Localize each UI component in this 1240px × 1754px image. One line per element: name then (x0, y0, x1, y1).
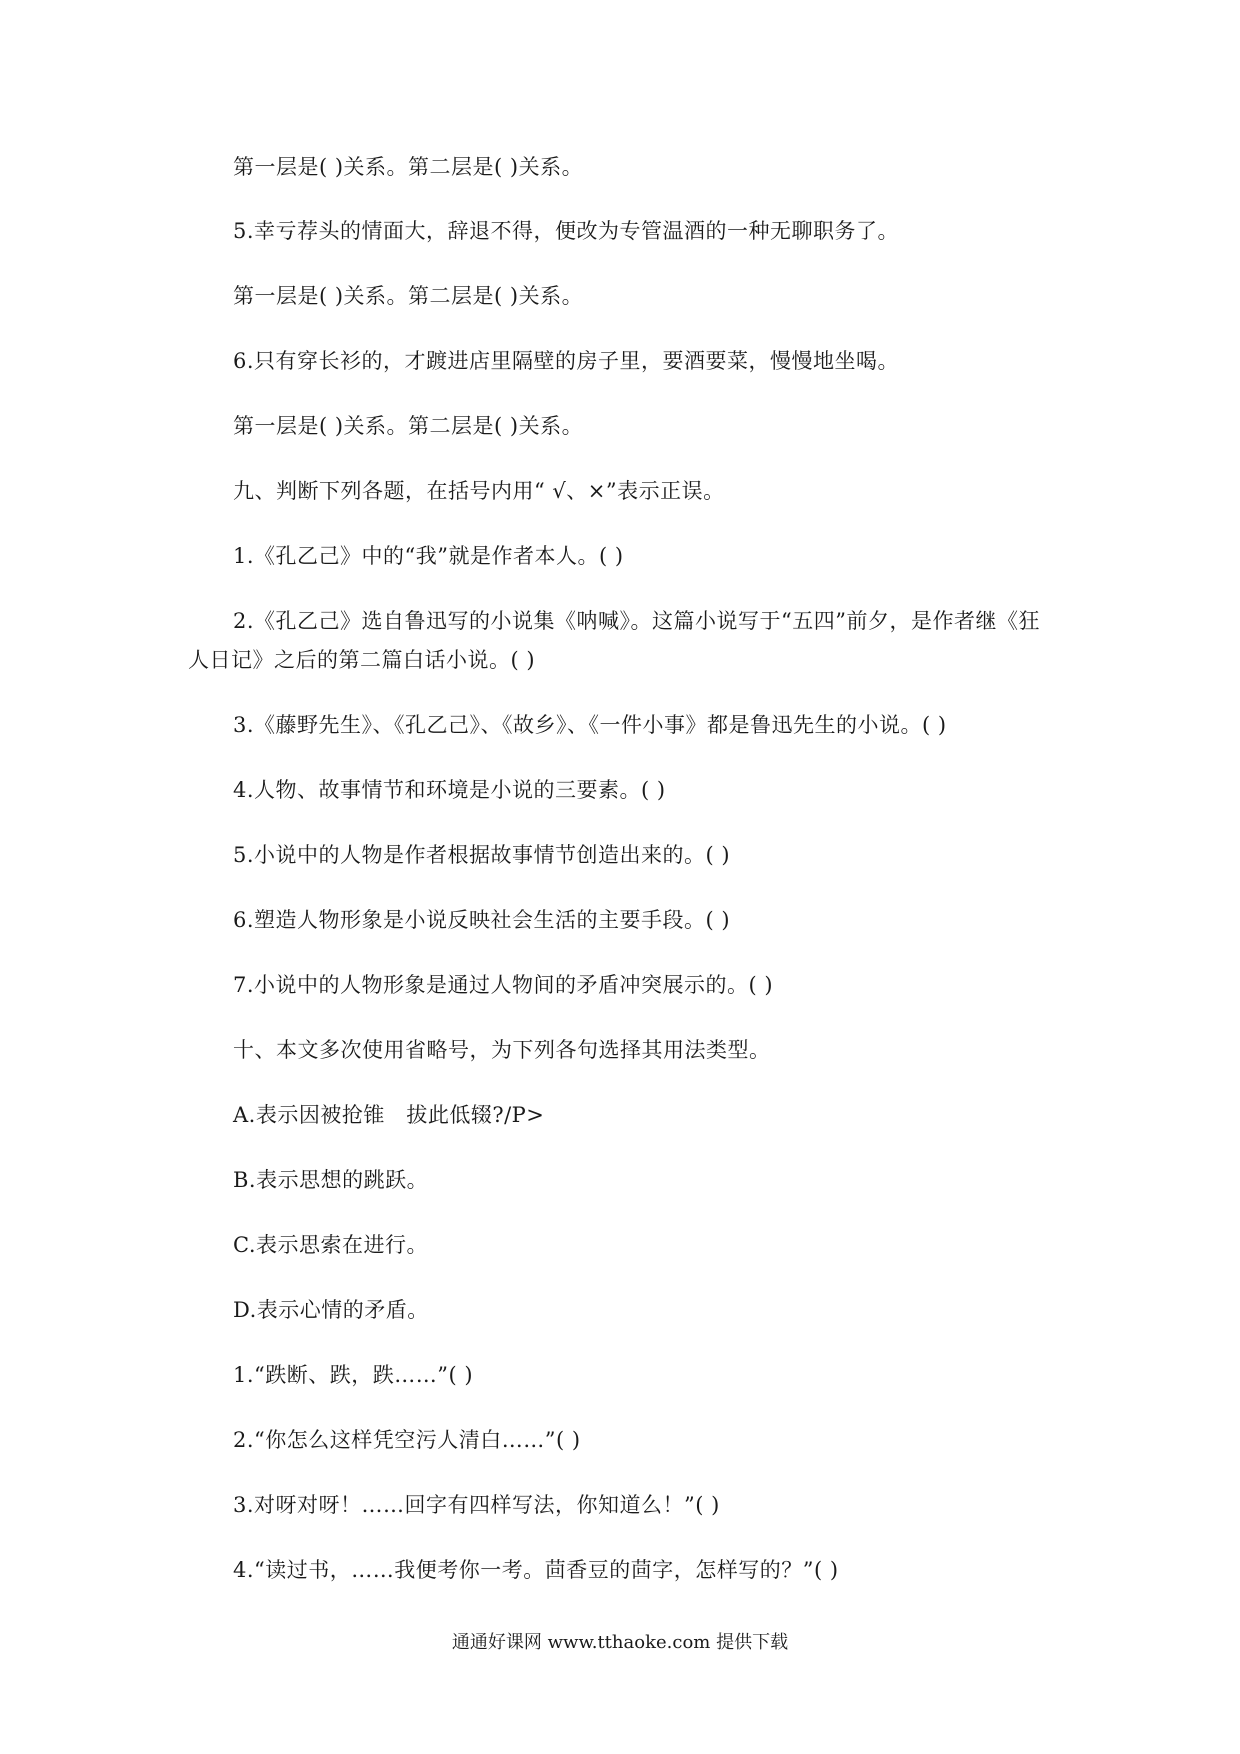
section-heading: 九、判断下列各题，在括号内用“ √、×”表示正误。 (233, 479, 725, 503)
question-item: 7.小说中的人物形象是通过人物间的矛盾冲突展示的。( ) (233, 973, 774, 997)
section-heading: 十、本文多次使用省略号，为下列各句选择其用法类型。 (233, 1038, 771, 1062)
question-item: 2.《孔乙己》选自鲁迅写的小说集《呐喊》。这篇小说写于“五四”前夕，是作者继《狂 (233, 609, 1041, 633)
page-footer: 通通好课网 www.tthaoke.com 提供下载 (451, 1632, 789, 1653)
answer-line: 第一层是( )关系。第二层是( )关系。 (233, 284, 584, 308)
question-item-continuation: 人日记》之后的第二篇白话小说。( ) (188, 648, 536, 672)
question-item: 1.《孔乙己》中的“我”就是作者本人。( ) (233, 544, 624, 568)
question-item: 3.对呀对呀！……回字有四样写法，你知道么！”( ) (233, 1493, 720, 1517)
question-item: 4.人物、故事情节和环境是小说的三要素。( ) (233, 778, 666, 802)
question-item: 3.《藤野先生》、《孔乙己》、《故乡》、《一件小事》都是鲁迅先生的小说。( ) (233, 713, 947, 737)
question-item: 6.塑造人物形象是小说反映社会生活的主要手段。( ) (233, 908, 731, 932)
answer-line: 第一层是( )关系。第二层是( )关系。 (233, 155, 584, 179)
answer-line: 第一层是( )关系。第二层是( )关系。 (233, 414, 584, 438)
question-item: 1.“跌断、跌，跌……”( ) (233, 1363, 474, 1387)
question-item: 5.小说中的人物是作者根据故事情节创造出来的。( ) (233, 843, 731, 867)
question-item: 2.“你怎么这样凭空污人清白……”( ) (233, 1428, 581, 1452)
option-item: A.表示因被抢锥 拔此低辍?/P> (233, 1103, 545, 1127)
question-item: 5.幸亏荐头的情面大，辞退不得，便改为专管温酒的一种无聊职务了。 (233, 219, 900, 243)
option-item: C.表示思索在进行。 (233, 1233, 428, 1257)
option-item: B.表示思想的跳跃。 (233, 1168, 429, 1192)
question-item: 4.“读过书，……我便考你一考。茴香豆的茴字，怎样写的？”( ) (233, 1558, 839, 1582)
option-item: D.表示心情的矛盾。 (233, 1298, 429, 1322)
question-item: 6.只有穿长衫的，才踱进店里隔壁的房子里，要酒要菜，慢慢地坐喝。 (233, 349, 900, 373)
